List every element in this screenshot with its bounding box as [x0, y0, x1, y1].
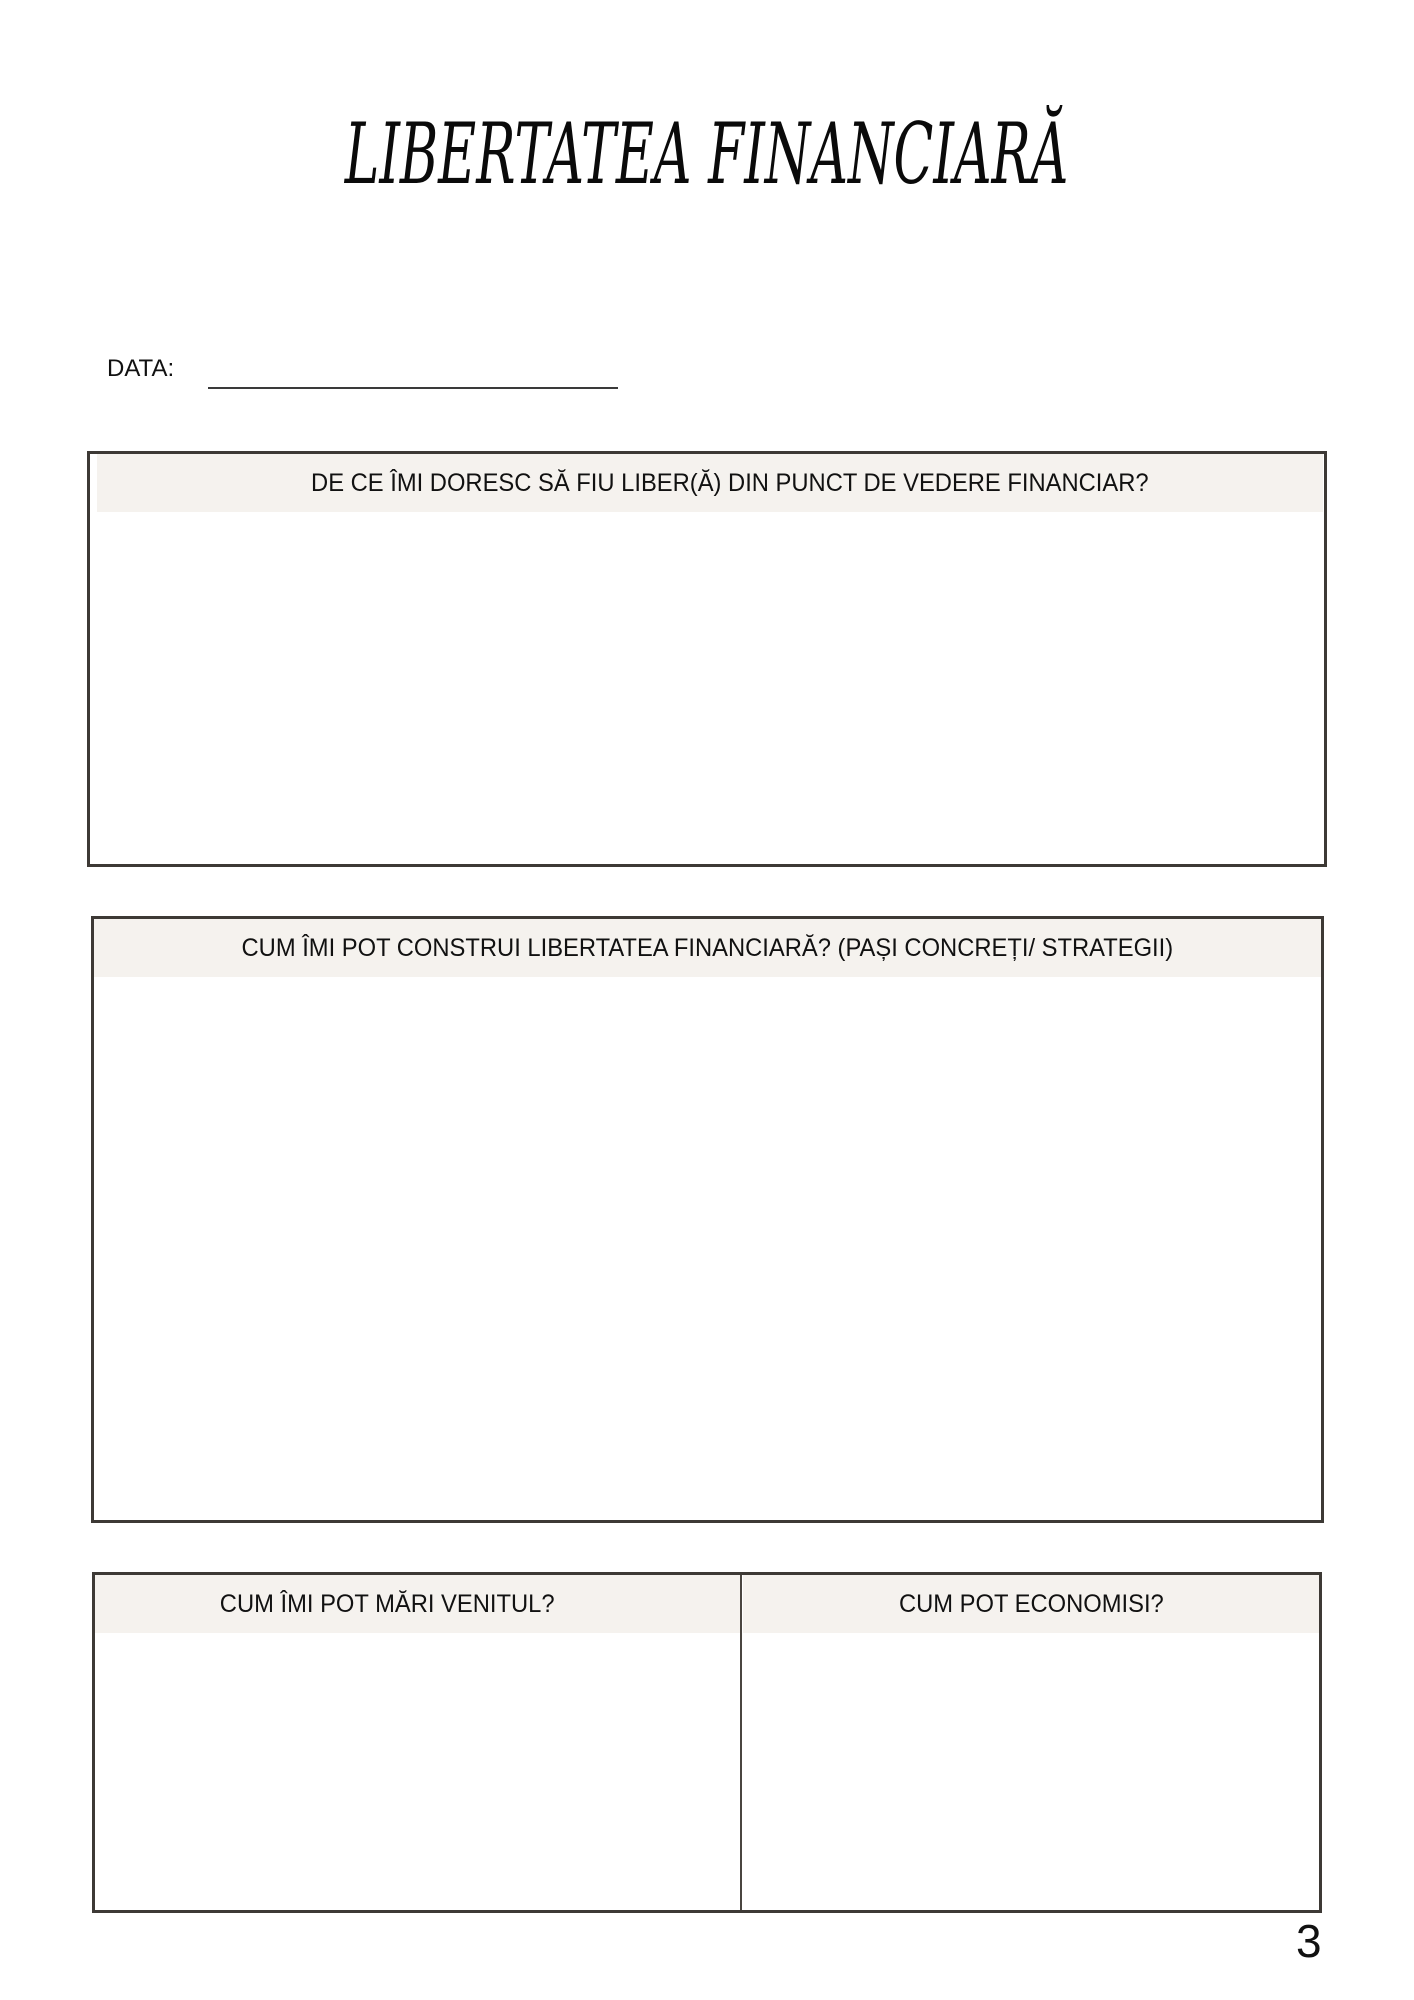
page-number: 3 — [1296, 1915, 1322, 1967]
savings-header — [743, 1575, 1319, 1633]
date-label: DATA: — [107, 355, 175, 382]
strategy-section — [91, 916, 1324, 1523]
savings-question: CUM POT ECONOMISI? — [898, 1589, 1164, 1618]
page-title-text: LIBERTATEA FINANCIARĂ — [345, 105, 1069, 203]
reason-section — [87, 451, 1327, 867]
income-question: CUM ÎMI POT MĂRI VENITUL? — [220, 1589, 555, 1618]
income-header — [95, 1575, 740, 1633]
reason-answer-area[interactable] — [90, 512, 1324, 864]
column-divider — [740, 1575, 742, 1910]
income-savings-section — [92, 1572, 1322, 1913]
strategy-section-header — [94, 919, 1321, 977]
income-answer-area[interactable] — [95, 1633, 740, 1910]
strategy-answer-area[interactable] — [94, 977, 1321, 1520]
reason-section-header — [97, 454, 1323, 512]
reason-question: DE CE ÎMI DORESC SĂ FIU LIBER(Ă) DIN PUNCT DE VEDERE FINANCIAR? — [311, 468, 1149, 497]
page-title — [0, 104, 1414, 204]
savings-answer-area[interactable] — [743, 1633, 1319, 1910]
date-input-line[interactable] — [208, 387, 618, 389]
strategy-question: CUM ÎMI POT CONSTRUI LIBERTATEA FINANCIARĂ? (PAȘI CONCREȚI/ STRATEGII) — [241, 933, 1174, 962]
